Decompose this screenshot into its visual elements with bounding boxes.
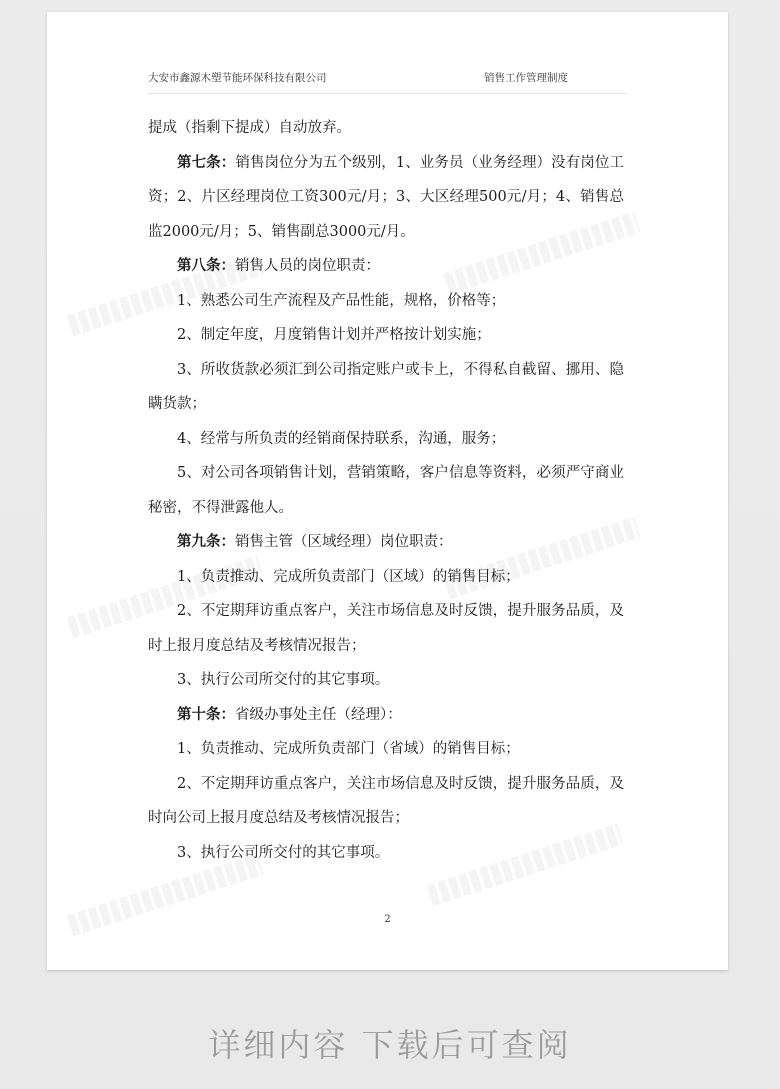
document-page xyxy=(47,12,728,970)
download-prompt-banner: 详细内容 下载后可查阅 xyxy=(208,1026,572,1064)
paragraph xyxy=(148,767,624,836)
paragraph xyxy=(148,284,624,319)
paragraph-text: 4、经常与所负责的经销商保持联系，沟通，服务； xyxy=(177,430,506,447)
paragraph-text: 5、对公司各项销售计划，营销策略，客户信息等资料，必须严守商业秘密，不得泄露他人。 xyxy=(148,465,624,516)
paragraph xyxy=(148,249,624,284)
header-company: 大安市鑫源木塑节能环保科技有限公司 xyxy=(148,72,327,84)
paragraph-text: 销售岗位分为五个级别，1、业务员（业务经理）没有岗位工资；2、片区经理岗位工资300元/月；3、大区经理500元/月；4、销售总监2000元/月；5、销售副总3000元/月。 xyxy=(148,154,624,240)
paragraph-text: 销售主管（区域经理）岗位职责： xyxy=(235,534,453,550)
paragraph-text: 3、执行公司所交付的其它事项。 xyxy=(177,672,390,688)
paragraph-text: 1、负责推动、完成所负责部门（区域）的销售目标； xyxy=(177,568,520,585)
paragraph xyxy=(148,560,624,595)
paragraph xyxy=(148,422,624,457)
paragraph-text: 1、熟悉公司生产流程及产品性能，规格，价格等； xyxy=(177,292,506,309)
paragraph xyxy=(148,663,624,698)
paragraph xyxy=(148,732,624,767)
document-body xyxy=(148,111,624,870)
page-header xyxy=(47,70,728,92)
article-heading: 第八条： xyxy=(177,257,235,274)
article-heading: 第七条： xyxy=(177,153,236,171)
paragraph-text: 销售人员的岗位职责： xyxy=(235,258,380,274)
article-heading: 第十条： xyxy=(177,705,235,723)
paragraph xyxy=(148,111,624,146)
header-title: 销售工作管理制度 xyxy=(484,72,568,84)
paragraph-text: 2、制定年度，月度销售计划并严格按计划实施； xyxy=(177,327,491,343)
paragraph-text: 2、不定期拜访重点客户，关注市场信息及时反馈，提升服务品质，及时上报月度总结及考核情况报告； xyxy=(148,603,624,654)
paragraph xyxy=(148,594,624,663)
paragraph-text: 省级办事处主任（经理）： xyxy=(235,706,402,723)
paragraph xyxy=(148,456,624,525)
header-divider xyxy=(148,93,627,94)
paragraph xyxy=(148,146,624,250)
paragraph-text: 3、执行公司所交付的其它事项。 xyxy=(177,844,390,861)
paragraph-text: 1、负责推动、完成所负责部门（省域）的销售目标； xyxy=(177,741,520,757)
paragraph xyxy=(148,836,624,871)
paragraph xyxy=(148,698,624,733)
paragraph-text: 提成（指剩下提成）自动放弃。 xyxy=(148,120,351,136)
paragraph xyxy=(148,525,624,560)
paragraph-text: 3、所收货款必须汇到公司指定账户或卡上，不得私自截留、挪用、隐瞒货款； xyxy=(148,361,624,412)
paragraph xyxy=(148,318,624,353)
paragraph xyxy=(148,353,624,422)
article-heading: 第九条： xyxy=(177,533,235,550)
page-number: 2 xyxy=(384,914,391,925)
paragraph-text: 2、不定期拜访重点客户，关注市场信息及时反馈，提升服务品质，及时向公司上报月度总结及考核情况报告； xyxy=(148,775,624,826)
